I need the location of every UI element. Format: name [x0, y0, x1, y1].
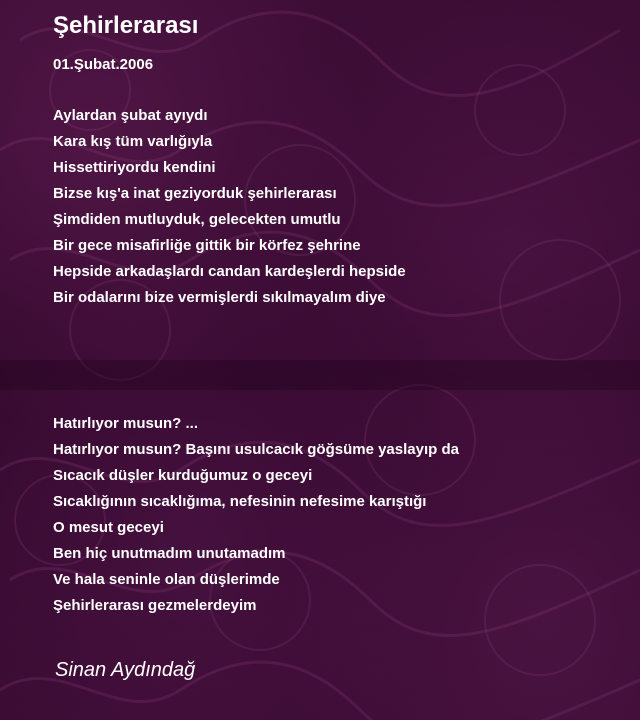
background-band	[0, 360, 640, 390]
poem-author: Sinan Aydındağ	[55, 659, 196, 681]
poem-line: Kara kış tüm varlığıyla	[53, 133, 213, 150]
poem-line: Hepside arkadaşlardı candan kardeşlerdi hepside	[53, 263, 406, 280]
poem-line: Bir odalarını bize vermişlerdi sıkılmayalım diye	[53, 289, 386, 306]
poem-line: Şimdiden mutluyduk, gelecekten umutlu	[53, 211, 341, 228]
poem-line: Sıcaklığının sıcaklığıma, nefesinin nefesime karıştığı	[53, 493, 427, 510]
stanza-1	[53, 103, 406, 311]
poem-title: Şehirlerarası	[53, 12, 199, 39]
poem-line: Ve hala seninle olan düşlerimde	[53, 571, 280, 588]
poem-line: Sıcacık düşler kurduğumuz o geceyi	[53, 467, 313, 484]
poem-line: Şehirlerarası gezmelerdeyim	[53, 597, 257, 614]
poem-line: Aylardan şubat ayıydı	[53, 107, 208, 124]
poem-line: Hatırlıyor musun? ...	[53, 415, 199, 432]
stanza-2	[53, 411, 459, 619]
poem-line: Bizse kış'a inat geziyorduk şehirlerarası	[53, 185, 337, 202]
poem-line: Hatırlıyor musun? Başını usulcacık göğsüme yaslayıp da	[53, 441, 459, 458]
poem-line: Hissettiriyordu kendini	[53, 159, 216, 176]
poem-line: Ben hiç unutmadım unutamadım	[53, 545, 286, 562]
poem-line: O mesut geceyi	[53, 519, 164, 536]
poem-date: 01.Şubat.2006	[53, 56, 154, 73]
poem-line: Bir gece misafirliğe gittik bir körfez şehrine	[53, 237, 361, 254]
